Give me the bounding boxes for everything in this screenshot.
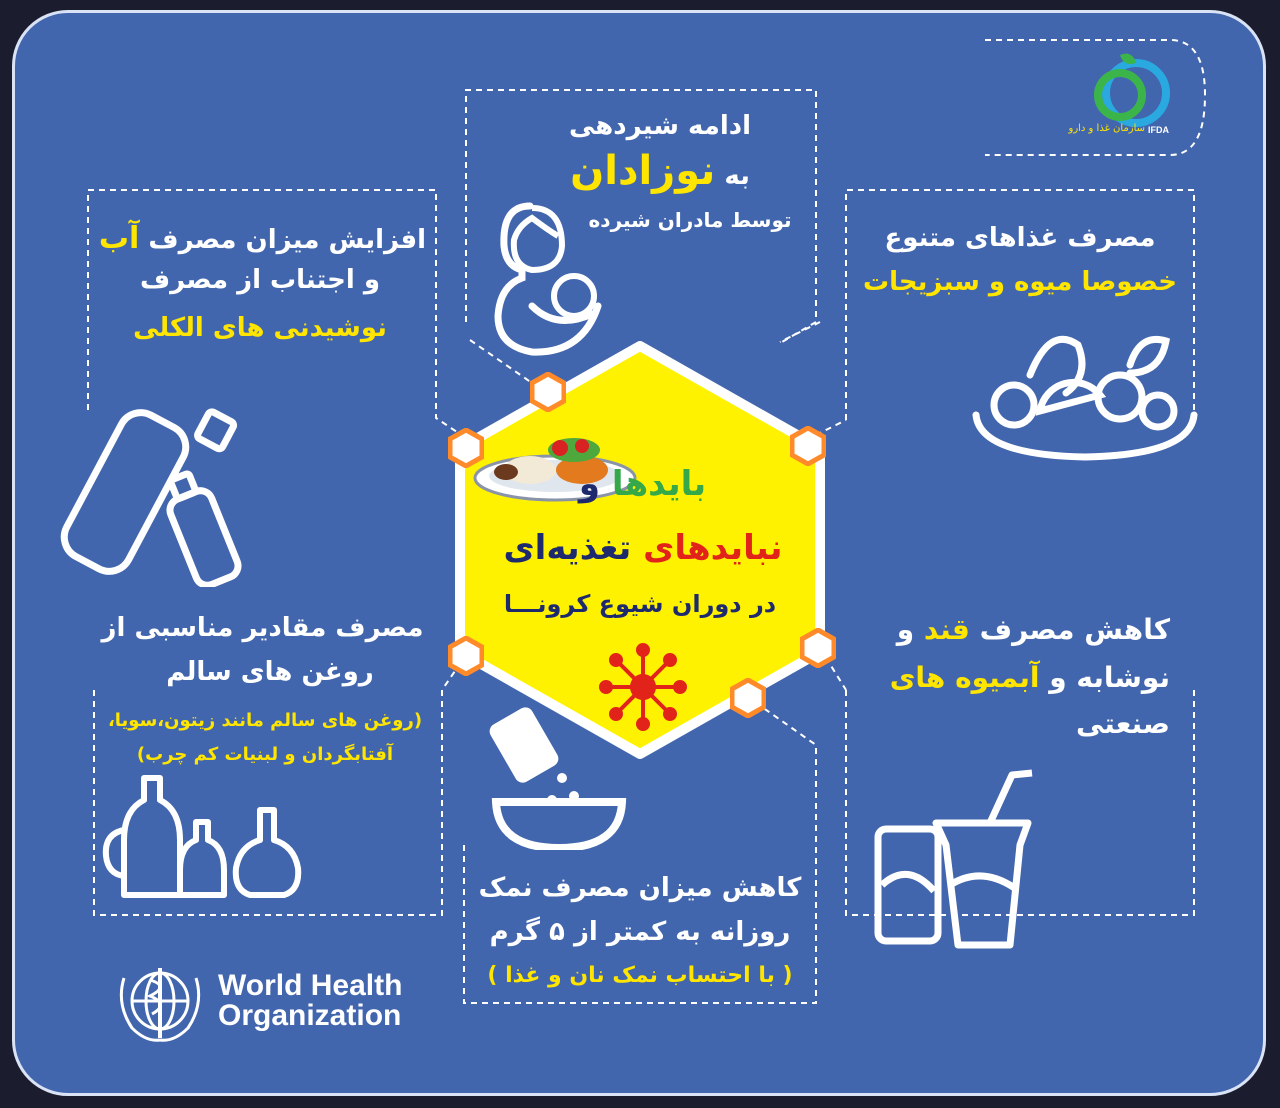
ifda-logo-text: سازمان غذا و دارو: [1068, 123, 1145, 134]
who-line1: World Health: [218, 969, 403, 1002]
water-bottles-icon: [52, 372, 252, 587]
top-center-line2-a: به: [724, 161, 750, 191]
top-center-highlight: نوزادان: [570, 148, 716, 194]
breastfeeding-mother-icon: [492, 196, 607, 356]
who-emblem-icon: [110, 958, 210, 1044]
node-top: [530, 372, 566, 412]
top-left-line3: نوشیدنی های الکلی: [133, 313, 387, 343]
coronavirus-icon: [598, 642, 688, 732]
bottom-right-line3: صنعتی: [1075, 707, 1170, 740]
center-title-va: و: [578, 464, 600, 504]
center-title-taghzie: تغذیه‌ای: [503, 528, 632, 568]
who-logo: [110, 958, 402, 1044]
center-title-line1: [470, 464, 815, 504]
who-line2: Organization: [218, 999, 402, 1032]
center-title-line2: [468, 528, 818, 568]
soda-cup-can-icon: [872, 765, 1042, 950]
bottom-center-line3: ( با احتساب نمک نان و غذا ): [487, 963, 793, 988]
top-center-line1: ادامه شیردهی: [568, 111, 752, 141]
top-left-highlight: آب: [98, 221, 140, 256]
node-bottom-left: [448, 636, 484, 676]
top-right-line2: خصوصا میوه و سبزیجات: [863, 267, 1177, 297]
bottom-right-line2: [860, 660, 1170, 695]
fruit-bowl-icon: [970, 315, 1200, 465]
bottom-left-line4: آفتابگردان و لبنیات کم چرب): [136, 744, 394, 765]
center-title-baydha: بایدها: [611, 464, 707, 504]
top-center-line3: توسط مادران شیرده: [588, 208, 792, 232]
node-top-right: [790, 426, 826, 466]
bottom-left-line1: مصرف مقادیر مناسبی از: [101, 613, 424, 643]
bottom-center-line2: روزانه به کمتر از ۵ گرم: [489, 917, 791, 947]
top-left-line2: و اجتناب از مصرف: [139, 265, 381, 295]
bottom-left-line3: (روغن های سالم مانند زیتون،سویا،: [107, 710, 423, 731]
node-bottom-right: [800, 628, 836, 668]
oil-bottles-icon: [100, 770, 325, 900]
ifda-logo: [1050, 45, 1180, 145]
bottom-right-highlight-2: آبمیوه های: [889, 661, 1040, 694]
top-right-line1: مصرف غذاهای متنوع: [884, 223, 1156, 253]
center-title-nabaydhaye: نبایدهای: [643, 528, 783, 568]
top-center-line2: [530, 146, 790, 196]
ifda-logo-abbr: IFDA: [1148, 125, 1169, 135]
bottom-left-line2: روغن های سالم: [166, 657, 374, 687]
bottom-center-line1: کاهش میزان مصرف نمک: [478, 873, 802, 903]
top-left-line1-a: افزایش میزان مصرف: [148, 225, 427, 255]
bottom-right-highlight-1: قند: [923, 613, 970, 646]
node-bottom: [730, 678, 766, 718]
center-subtitle: در دوران شیوع کرونـــا: [503, 590, 777, 618]
bottom-right-line1-c: و: [896, 613, 915, 646]
top-left-line1: [90, 220, 435, 258]
bottom-right-line1-a: کاهش مصرف: [979, 613, 1170, 646]
bottom-right-line2-a: نوشابه و: [1049, 661, 1170, 694]
who-name: [218, 971, 402, 1031]
bottom-right-line1: [860, 612, 1170, 647]
